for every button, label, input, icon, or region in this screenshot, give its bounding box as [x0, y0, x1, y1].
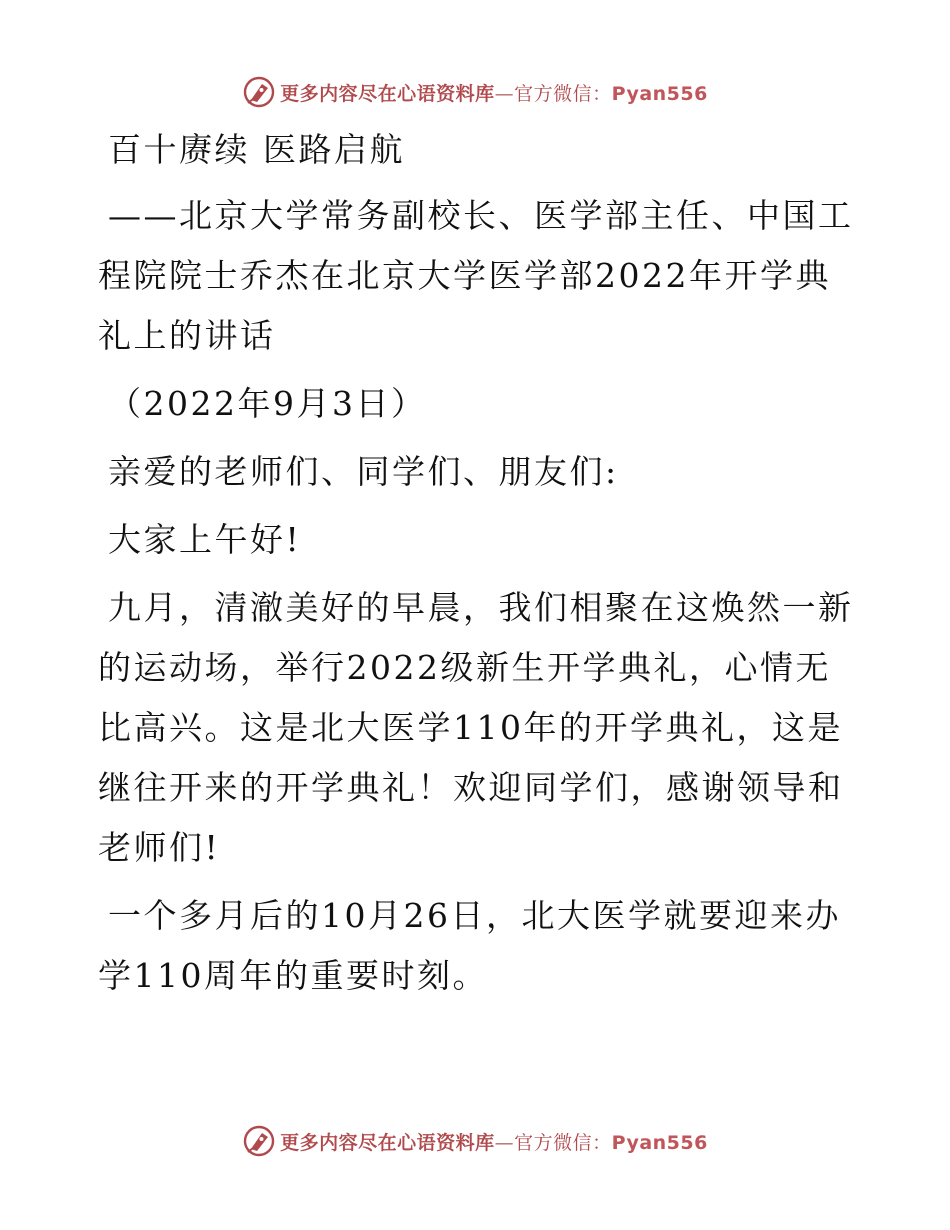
- banner-account: Pyan556: [611, 1131, 708, 1154]
- greeting: 亲爱的老师们、同学们、朋友们:: [108, 452, 619, 491]
- document-subtitle: ——北京大学常务副校长、医学部主任、中国工程院院士乔杰在北京大学医学部2022年开学典礼上的讲话: [98, 196, 854, 355]
- footer-watermark-banner: [0, 1121, 950, 1161]
- document-title: 百十赓续 医路启航: [108, 130, 405, 169]
- paragraph-1: 九月，清澈美好的早晨，我们相聚在这焕然一新的运动场，举行2022级新生开学典礼，心情无比高兴。这是北大医学110年的开学典礼，这是继往开来的开学典礼！欢迎同学们，感谢领导和老师们!: [98, 588, 854, 867]
- header-watermark-banner: [0, 72, 950, 112]
- banner-separator: —: [494, 1131, 515, 1154]
- banner-brand: 更多内容尽在心语资料库: [280, 82, 495, 105]
- document-body: [98, 120, 858, 1014]
- paragraph-2: 一个多月后的10月26日，北大医学就要迎来办学110周年的重要时刻。: [98, 896, 841, 995]
- banner-contact-label: 官方微信：: [514, 1131, 612, 1154]
- banner-account: Pyan556: [611, 82, 708, 105]
- document-date: （2022年9月3日）: [108, 384, 427, 423]
- pen-nib-logo-icon: [242, 75, 276, 109]
- pen-nib-logo-icon: [242, 1124, 276, 1158]
- banner-contact-label: 官方微信：: [514, 82, 612, 105]
- banner-separator: —: [494, 82, 515, 105]
- banner-brand: 更多内容尽在心语资料库: [280, 1131, 495, 1154]
- salutation: 大家上午好!: [108, 520, 302, 559]
- banner-text: [280, 1128, 708, 1155]
- banner-text: [280, 79, 708, 106]
